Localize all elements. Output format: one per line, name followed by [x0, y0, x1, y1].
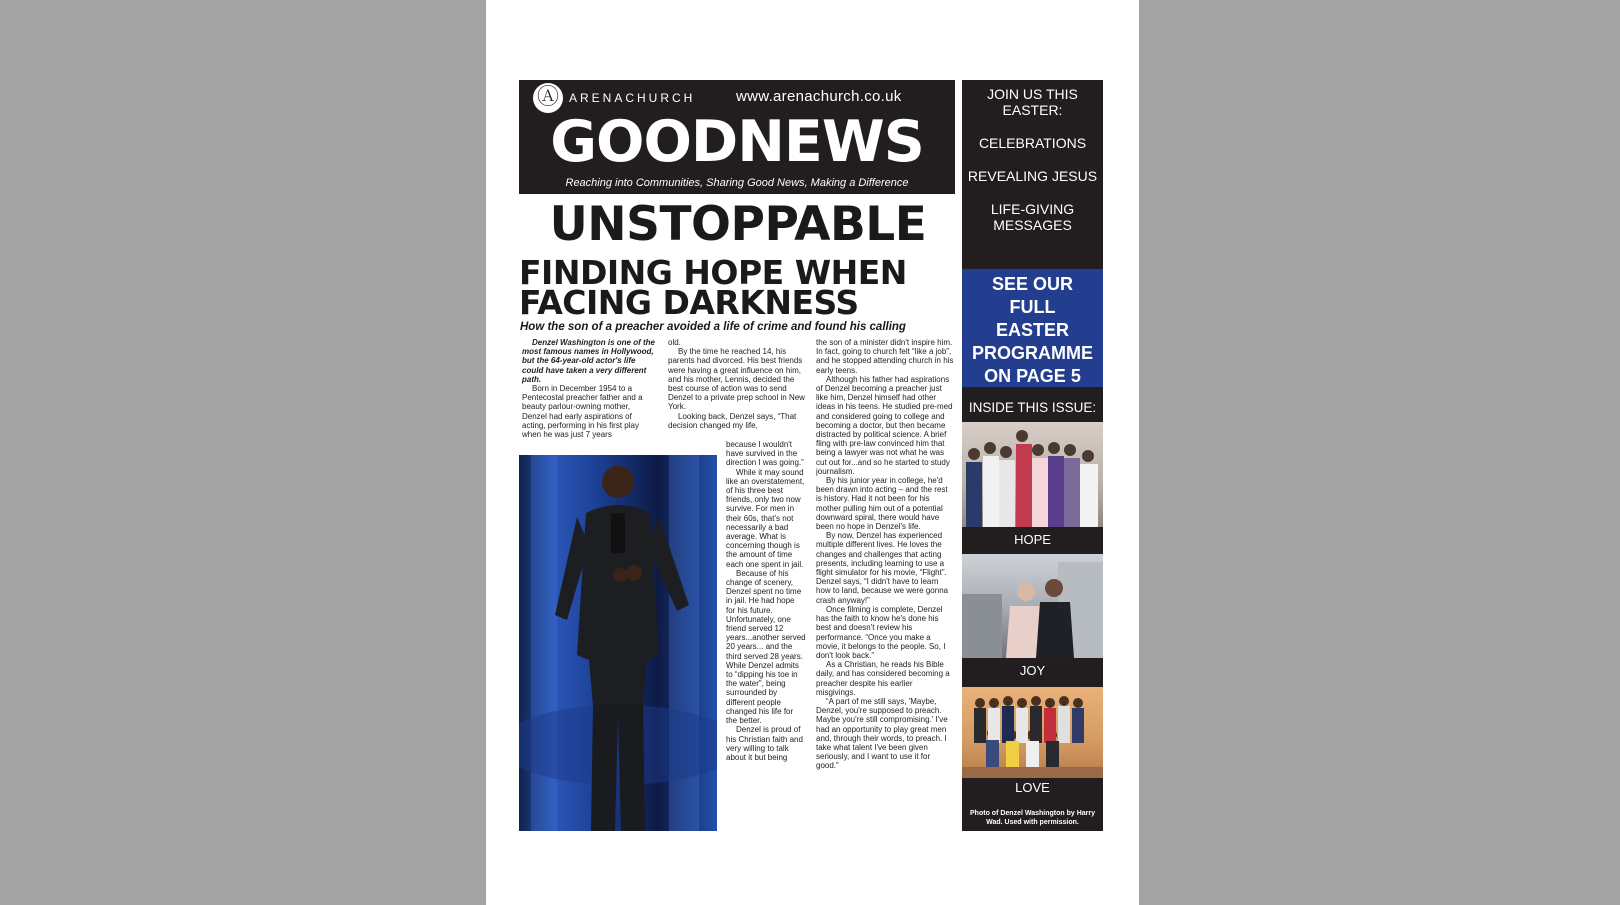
- join-us-heading: [962, 86, 1103, 118]
- hope-photo-illustration: [962, 422, 1103, 527]
- article-column-1: [522, 338, 656, 439]
- article-paragraph: By his junior year in college, he'd been drawn into acting – and the rest is history. Had it not been for his mother pulling him out of a potential downward spiral, there would have been no hope in Denzel's life.: [816, 476, 948, 532]
- promo-line-2: FULL: [1009, 297, 1056, 317]
- easter-programme-promo[interactable]: [962, 269, 1103, 387]
- life-giving-line-2: MESSAGES: [993, 217, 1072, 233]
- hope-label: HOPE: [1014, 532, 1051, 547]
- article-paragraph: old.: [668, 338, 681, 347]
- sidebar-item-revealing-jesus: REVEALING JESUS: [967, 168, 1098, 184]
- joy-photo-illustration: [962, 554, 1103, 658]
- article-paragraph: Because of his change of scenery, Denzel spent no time in jail. He had hope for his future. Unfortunately, one friend served 12 years...another served 20 years... and the third served 28 years. While Denzel admits to “dipping his toe in the water”, being surrounded by different people changed his life for the better.: [726, 568, 806, 726]
- subhead-line1: FINDING HOPE WHEN: [519, 253, 907, 292]
- article-paragraph: By now, Denzel has experienced multiple different lives. He loves the changes and challenges that acting presents, including learning to use a flight simulator for his movie, “Flight”. Denzel says, “I didn't have to learn how to land, because we were gonna crash anyway!”: [816, 531, 949, 605]
- promo-line-1: SEE OUR: [991, 274, 1074, 294]
- article-column-2b: [726, 440, 806, 762]
- denzel-photo: [519, 455, 717, 831]
- paper-title: GOODNEWS: [550, 109, 924, 175]
- hope-photo: [962, 422, 1103, 527]
- sidebar-item-life-giving: [962, 201, 1103, 233]
- article-paragraph: because I wouldn't have survived in the direction I was going.”: [726, 440, 804, 468]
- article-paragraph: Looking back, Denzel says, “That decision changed my life,: [668, 411, 797, 430]
- join-line-1: JOIN US THIS: [987, 86, 1078, 102]
- photo-credit: Photo of Denzel Washington by Harry Wad. Used with permission.: [970, 810, 1095, 826]
- promo-line-5: ON PAGE 5: [984, 366, 1081, 386]
- love-label: LOVE: [1015, 780, 1050, 795]
- masthead: [519, 80, 955, 194]
- headline: UNSTOPPABLE: [549, 197, 927, 252]
- brand-name: ARENACHURCH: [569, 91, 696, 105]
- article-paragraph: While it may sound like an overstatement, of his three best friends, only two now survive. For men in their 60s, that's not necessarily a bad average. What is concerning though is the amount of time each one spent in jail.: [726, 467, 805, 569]
- article-lead: Denzel Washington is one of the most famous names in Hollywood, but the 64-year-old actor's life could have taken a very different path.: [522, 338, 655, 384]
- subheadline: [519, 253, 957, 322]
- article-paragraph: “A part of me still says, 'Maybe, Denzel, you're supposed to preach. Maybe you're still compromising.' I've had an opportunity to play great men and, through their words, to preach. I take what talent I've been given seriously, and I want to use it for good.”: [816, 696, 948, 771]
- article-column-3: [816, 338, 954, 771]
- tagline: Reaching into Communities, Sharing Good News, Making a Difference: [565, 177, 909, 189]
- inside-this-issue-heading: INSIDE THIS ISSUE:: [968, 400, 1097, 415]
- article-paragraph: Once filming is complete, Denzel has the faith to know he's done his best and doesn't review his performance. “Once you make a movie, it belongs to the people. So, I don't look back.”: [816, 604, 946, 660]
- promo-line-4: PROGRAMME: [972, 343, 1093, 363]
- article-paragraph: Although his father had aspirations of Denzel becoming a preacher just like him, Denzel himself had other ideas in his teens. He studied pre-med and considered going to college and becoming a doctor, but then became distracted by political science. A brief fling with pre-law convinced him that being a lawyer was not what he was cut out for...and so he started to study journalism.: [816, 374, 953, 476]
- standfirst: How the son of a preacher avoided a life of crime and found his calling: [520, 321, 906, 333]
- article-paragraph: As a Christian, he reads his Bible daily, and has considered becoming a preacher despite his earlier misgivings.: [816, 660, 950, 697]
- joy-label: JOY: [1019, 663, 1046, 678]
- promo-line-3: EASTER: [995, 320, 1069, 340]
- love-photo-illustration: [962, 687, 1103, 778]
- sidebar-item-celebrations: CELEBRATIONS: [978, 135, 1087, 151]
- denzel-photo-illustration: [519, 455, 717, 831]
- life-giving-line-1: LIFE-GIVING: [990, 201, 1075, 217]
- article-paragraph: Born in December 1954 to a Pentecostal preacher father and a beauty parlour-owning mother, Denzel had early aspirations of acting, performing in his first play when he was just 7 years: [522, 384, 643, 440]
- article-paragraph: Denzel is proud of his Christian faith and very willing to talk about it but being: [726, 725, 803, 762]
- subhead-line2: FACING DARKNESS: [519, 283, 859, 322]
- article-column-2: [668, 338, 805, 430]
- sidebar: [962, 80, 1103, 831]
- joy-photo: [962, 554, 1103, 658]
- arena-logo-icon: Ⓐ: [533, 83, 563, 113]
- website-link[interactable]: www.arenachurch.co.uk: [736, 88, 902, 105]
- article-paragraph: By the time he reached 14, his parents had divorced. His best friends were having a great influence on him, and his mother, Lennis, decided the best course of action was to send Denzel to a private prep school in New York.: [668, 347, 805, 412]
- join-line-2: EASTER:: [1002, 102, 1063, 118]
- newsletter-page: [486, 0, 1139, 905]
- love-photo: [962, 687, 1103, 778]
- article-paragraph: the son of a minister didn't inspire him. In fact, going to church felt “like a job”, and he stopped attending church in his early teens.: [816, 338, 954, 375]
